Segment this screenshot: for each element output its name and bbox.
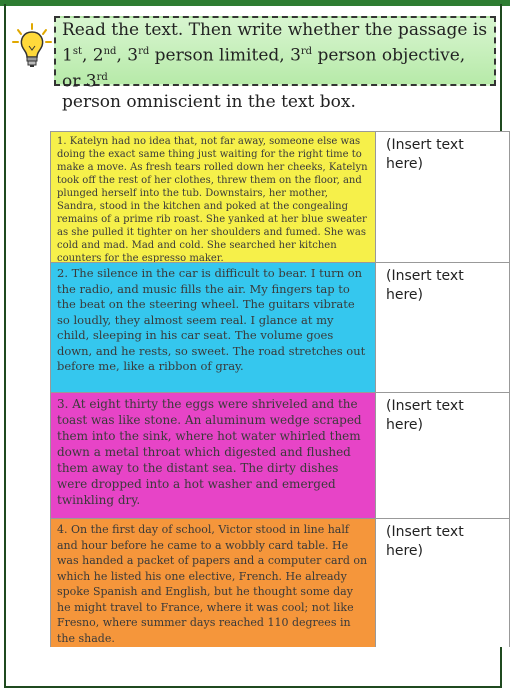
passage-2-text: 2. The silence in the car is difficult to bear. I turn on the radio, and music fills the air. My fingers tap to the beat on the steering wheel. The guitars vibrate so loudly, they almost seem real. I glance at my child, sleeping in his car seat. The volume goes down, and he rests, so sweet. The road stretches out before me, like a ribbon of gray.	[51, 263, 376, 393]
lightbulb-icon	[12, 22, 52, 72]
passage-table	[50, 131, 510, 647]
instructions-line-3: person omniscient in the text box.	[62, 92, 356, 113]
passage-1-answer-box[interactable]: (Insert text here)	[376, 132, 509, 262]
table-row	[51, 518, 509, 647]
passage-3-text: 3. At eight thirty the eggs were shriveled and the toast was like stone. An aluminum wedge scraped them into the sink, where hot water whirled them down a metal throat which digested and flushed them away to the distant sea. The dirty dishes were dropped into a hot washer and emerged twinkling dry.	[51, 393, 376, 519]
passage-2-answer-box[interactable]: (Insert text here)	[376, 263, 509, 393]
passage-4-answer-box[interactable]: (Insert text here)	[376, 519, 509, 647]
passage-1-text: 1. Katelyn had no idea that, not far away, someone else was doing the exact same thing just waiting for the right time to make a move. As fresh tears rolled down her cheeks, Katelyn took off the rest of her clothes, threw them on the floor, and plunged herself into the tub. Downstairs, her mother, Sandra, stood in the kitchen and poked at the congealing remains of a prime rib roast. She yanked at her blue sweater as she pulled it tighter on her shoulders and fumed. She was cold and mad. Mad and cold. She searched her kitchen counters for the espresso maker.	[51, 132, 376, 262]
instructions-line-1: Read the text. Then write whether the passage is	[62, 20, 488, 40]
instructions-box	[54, 16, 496, 113]
passage-4-text: 4. On the first day of school, Victor stood in line half and hour before he came to a wobbly card table. He was handed a packet of papers and a computer card on which he listed his one elective, French. He already spoke Spanish and English, but he thought some day he might travel to France, where it was cool; not like Fresno, where summer days reached 110 degrees in the shade.	[51, 519, 376, 647]
passage-3-answer-box[interactable]: (Insert text here)	[376, 393, 509, 519]
table-row	[51, 392, 509, 519]
instructions-line-2: 1st, 2nd, 3rd person limited, 3rd person objective, or 3rd	[62, 45, 466, 92]
table-row	[51, 262, 509, 393]
table-row	[51, 132, 509, 262]
